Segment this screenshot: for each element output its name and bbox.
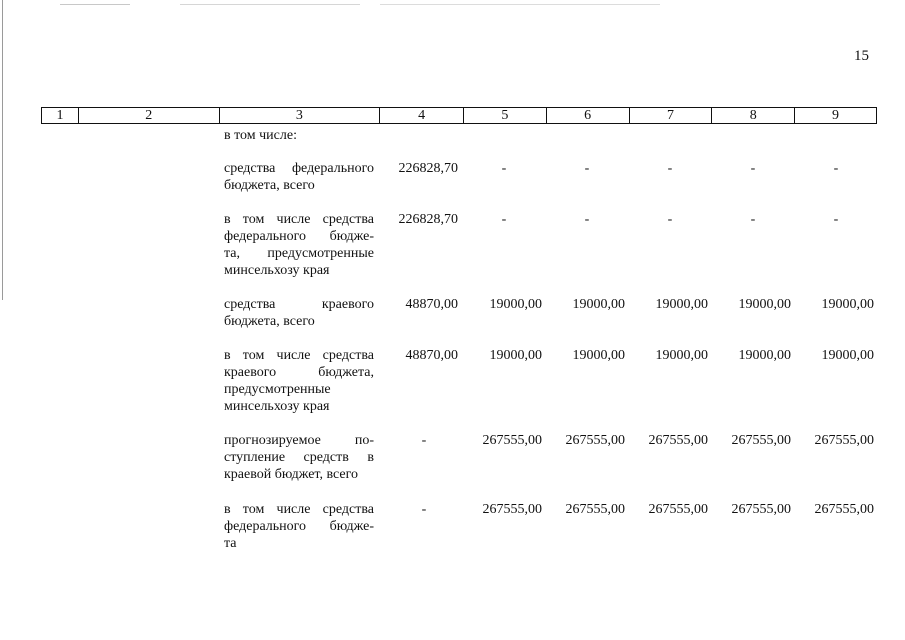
value-col-4: - bbox=[421, 433, 427, 448]
value-col-9: - bbox=[833, 161, 839, 176]
row-description bbox=[224, 296, 374, 330]
value-col-8: 267555,00 bbox=[731, 502, 791, 517]
row-description bbox=[224, 501, 374, 552]
row-description bbox=[224, 211, 374, 279]
value-col-5: - bbox=[501, 161, 507, 176]
header-cell-9: 9 bbox=[832, 108, 840, 123]
table-header-row bbox=[41, 107, 877, 124]
value-col-5: 267555,00 bbox=[482, 433, 542, 448]
value-col-5: 19000,00 bbox=[489, 297, 542, 312]
value-col-9: - bbox=[833, 212, 839, 227]
desc-line: средства федерального bbox=[224, 161, 374, 176]
desc-line: минсельхозу края bbox=[224, 263, 330, 278]
desc-line: средства краевого bbox=[224, 297, 374, 312]
value-col-6: 19000,00 bbox=[572, 348, 625, 363]
desc-line: бюджета, всего bbox=[224, 314, 315, 329]
scan-artifact-left bbox=[2, 0, 3, 300]
value-col-9: 19000,00 bbox=[821, 297, 874, 312]
value-col-4: 48870,00 bbox=[405, 297, 458, 312]
header-cell-1: 1 bbox=[42, 108, 79, 123]
value-col-4: 226828,70 bbox=[398, 161, 458, 176]
value-col-7: - bbox=[667, 212, 673, 227]
desc-line: ступление средств в bbox=[224, 450, 374, 465]
value-col-4: - bbox=[421, 502, 427, 517]
intro-text: в том числе: bbox=[224, 128, 297, 143]
value-col-6: - bbox=[584, 161, 590, 176]
value-col-7: 267555,00 bbox=[648, 502, 708, 517]
desc-line: краевого бюджета, bbox=[224, 365, 374, 380]
value-col-6: - bbox=[584, 212, 590, 227]
value-col-9: 19000,00 bbox=[821, 348, 874, 363]
desc-line: в том числе средства bbox=[224, 502, 374, 517]
value-col-5: - bbox=[501, 212, 507, 227]
desc-line: краевой бюджет, всего bbox=[224, 467, 359, 482]
header-cell-2: 2 bbox=[79, 108, 220, 123]
value-col-5: 267555,00 bbox=[482, 502, 542, 517]
value-col-4: 226828,70 bbox=[398, 212, 458, 227]
value-col-9: 267555,00 bbox=[814, 502, 874, 517]
value-col-8: 19000,00 bbox=[738, 348, 791, 363]
page-number: 15 bbox=[854, 48, 869, 64]
row-description bbox=[224, 432, 374, 483]
scan-artifact-top bbox=[60, 4, 660, 5]
value-col-5: 19000,00 bbox=[489, 348, 542, 363]
header-cell-4: 4 bbox=[380, 108, 464, 123]
header-cell-3: 3 bbox=[220, 108, 381, 123]
desc-line: та bbox=[224, 536, 237, 551]
desc-line: прогнозируемое по- bbox=[224, 433, 374, 448]
desc-line: минсельхозу края bbox=[224, 399, 330, 414]
desc-line: в том числе средства bbox=[224, 212, 374, 227]
desc-line: та, предусмотренные bbox=[224, 246, 374, 261]
value-col-8: 19000,00 bbox=[738, 297, 791, 312]
desc-line: в том числе средства bbox=[224, 348, 374, 363]
value-col-8: - bbox=[750, 161, 756, 176]
value-col-6: 267555,00 bbox=[565, 433, 625, 448]
value-col-8: 267555,00 bbox=[731, 433, 791, 448]
value-col-7: 19000,00 bbox=[655, 297, 708, 312]
desc-line: федерального бюдже- bbox=[224, 519, 374, 534]
header-cell-7: 7 bbox=[630, 108, 713, 123]
desc-line: бюджета, всего bbox=[224, 178, 315, 193]
value-col-7: - bbox=[667, 161, 673, 176]
value-col-9: 267555,00 bbox=[814, 433, 874, 448]
header-cell-6: 6 bbox=[547, 108, 630, 123]
value-col-4: 48870,00 bbox=[405, 348, 458, 363]
header-cell-5: 5 bbox=[464, 108, 547, 123]
value-col-7: 19000,00 bbox=[655, 348, 708, 363]
value-col-6: 19000,00 bbox=[572, 297, 625, 312]
value-col-7: 267555,00 bbox=[648, 433, 708, 448]
desc-line: предусмотренные bbox=[224, 382, 331, 397]
header-cell-8: 8 bbox=[712, 108, 795, 123]
value-col-8: - bbox=[750, 212, 756, 227]
desc-line: федерального бюдже- bbox=[224, 229, 374, 244]
value-col-6: 267555,00 bbox=[565, 502, 625, 517]
row-description bbox=[224, 160, 374, 194]
row-description bbox=[224, 347, 374, 415]
